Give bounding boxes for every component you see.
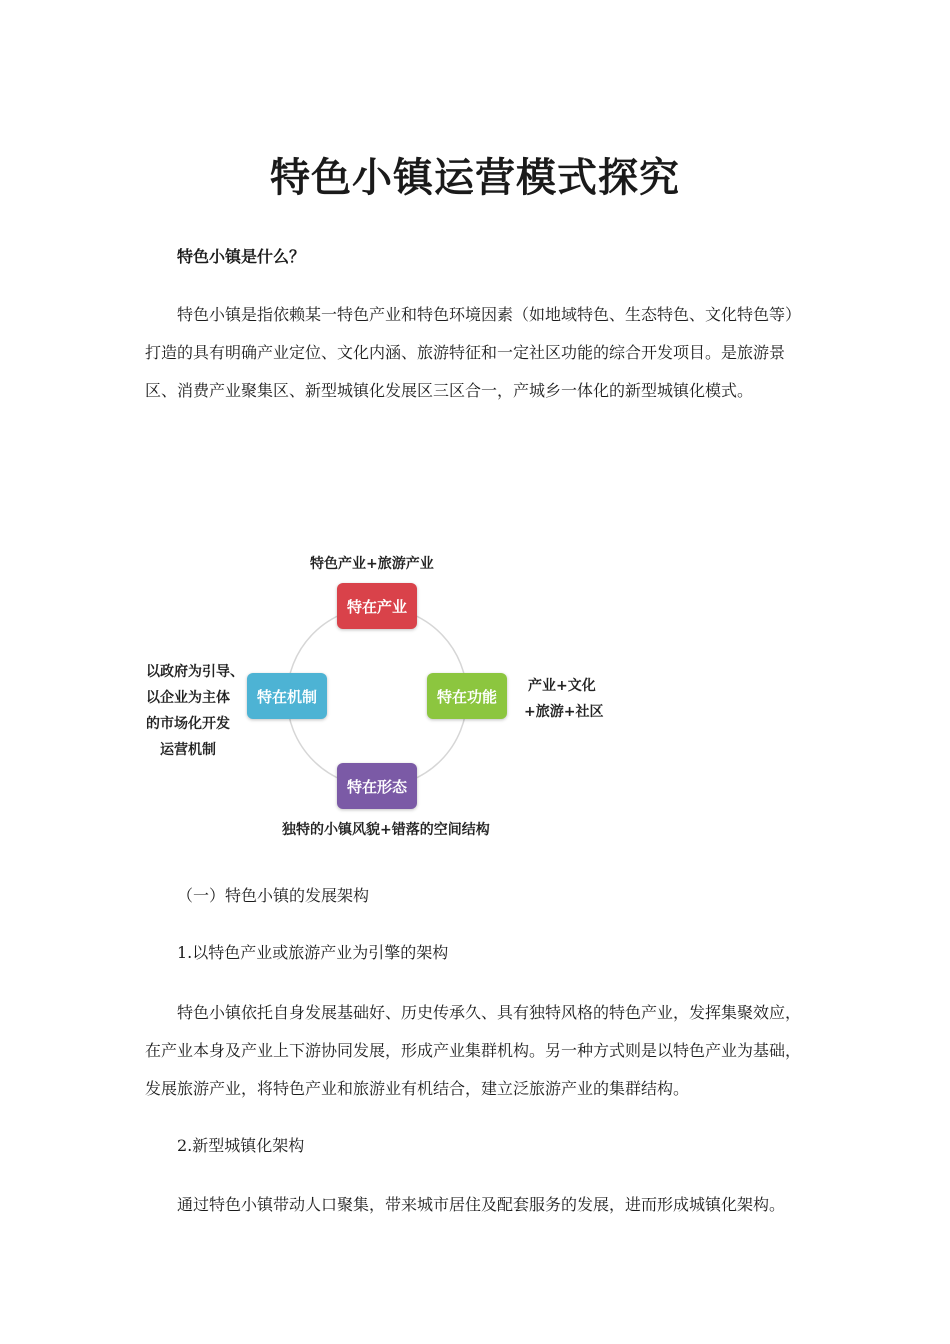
- section-heading: （一）特色小镇的发展架构: [177, 886, 370, 905]
- intro-paragraph: 特色小镇是指依赖某一特色产业和特色环境因素（如地域特色、生态特色、文化特色等）打造的具有明确产业定位、文化内涵、旅游特征和一定社区功能的综合开发项目。是旅游景区、消费产业聚集区、新型城镇化发展区三区合一，产城乡一体化的新型城镇化模式。: [145, 305, 802, 400]
- node-mechanism: 特在机制: [247, 673, 327, 719]
- left-label-line: 以企业为主体: [146, 690, 230, 706]
- bottom-label: 独特的小镇风貌+错落的空间结构: [282, 822, 490, 838]
- top-label: 特色产业+旅游产业: [310, 556, 434, 572]
- paragraph-1: 特色小镇依托自身发展基础好、历史传承久、具有独特风格的特色产业，发挥集聚效应，在产业本身及产业上下游协同发展，形成产业集群机构。另一种方式则是以特色产业为基础，发展旅游产业，将特色产业和旅游业有机结合，建立泛旅游产业的集群结构。: [145, 1003, 802, 1098]
- page-title: 特色小镇运营模式探究: [270, 155, 680, 201]
- subheading-2: 2.新型城镇化架构: [177, 1136, 305, 1155]
- node-industry: 特在产业: [337, 583, 417, 629]
- question-heading: 特色小镇是什么？: [177, 247, 306, 266]
- left-label-line: 运营机制: [160, 742, 216, 758]
- node-function: 特在功能: [427, 673, 507, 719]
- left-label-line: 的市场化开发: [146, 716, 230, 732]
- right-label-line: 产业+文化: [528, 678, 596, 694]
- right-label-line: +旅游+社区: [524, 704, 604, 720]
- right-label: [524, 673, 603, 725]
- node-form: 特在形态: [337, 763, 417, 809]
- subheading-1: 1.以特色产业或旅游产业为引擎的架构: [177, 943, 449, 962]
- paragraph-2: 通过特色小镇带动人口聚集，带来城市居住及配套服务的发展，进而形成城镇化架构。: [177, 1195, 786, 1214]
- left-label: [146, 659, 244, 763]
- left-label-line: 以政府为引导、: [146, 664, 244, 680]
- features-diagram: [140, 545, 610, 845]
